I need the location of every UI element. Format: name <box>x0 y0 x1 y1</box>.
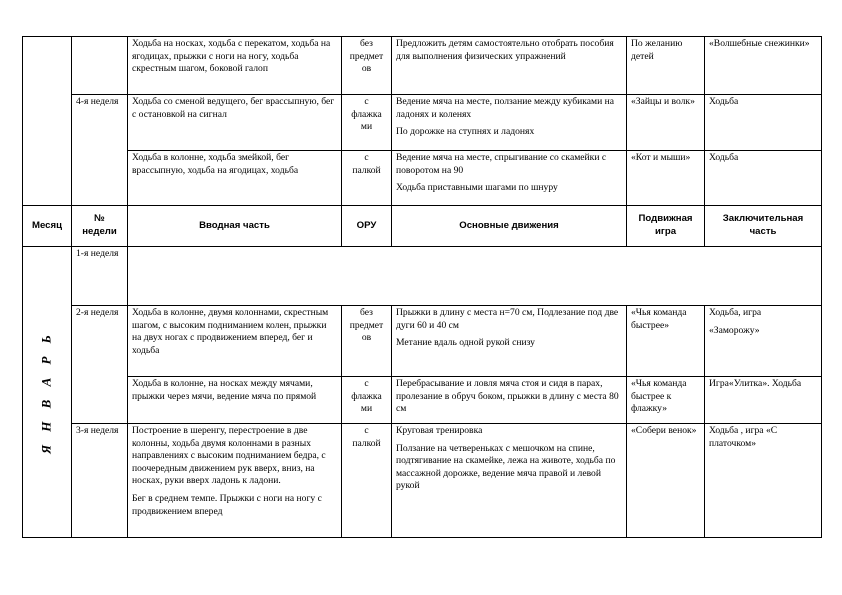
week-cell: 4-я неделя <box>72 95 128 206</box>
header-main: Основные движения <box>392 206 627 247</box>
intro-cell: Ходьба со сменой ведущего, бег врассыпную, бег с остановкой на сигнал <box>128 95 342 151</box>
movements-cell: Предложить детям самостоятельно отобрать пособия для выполнения физических упражнений <box>392 37 627 95</box>
game-cell: «Собери венок» <box>627 424 705 538</box>
week-cell-empty <box>72 37 128 95</box>
final-cell: Ходьба , игра «С платочком» <box>705 424 822 538</box>
week-cell: 3-я неделя <box>72 424 128 538</box>
intro-cell: Построение в шеренгу, перестроение в две колонны, ходьба двумя колоннами в разных направлениях с высоким подниманием бедра, с поочередным движением рук вверх, вниз, на носках, руки вверх ладонь к ладони. Бег в среднем темпе. Прыжки с ноги на ногу с продвижением вперед <box>128 424 342 538</box>
final-cell: Игра«Улитка». Ходьба <box>705 377 822 424</box>
table-row <box>23 151 822 206</box>
movements-cell: Ведение мяча на месте, ползание между кубиками на ладонях и коленях По дорожке на ступнях и ладонях <box>392 95 627 151</box>
oru-cell: с палкой <box>342 424 392 538</box>
month-cell-empty <box>23 37 72 206</box>
header-intro: Вводная часть <box>128 206 342 247</box>
header-final: Заключительная часть <box>705 206 822 247</box>
intro-cell: Ходьба в колонне, на носках между мячами, прыжки через мячи, ведение мяча по прямой <box>128 377 342 424</box>
header-oru: ОРУ <box>342 206 392 247</box>
table-row <box>23 424 822 538</box>
final-cell: «Волшебные снежинки» <box>705 37 822 95</box>
table-row <box>23 247 822 306</box>
plan-table <box>22 36 822 538</box>
header-month: Месяц <box>23 206 72 247</box>
movements-cell: Круговая тренировка Ползание на четвереньках с мешочком на спине, подтягивание на скамейке, лежа на животе, ходьба по массажной дорожке, ведение мяча правой и левой рукой <box>392 424 627 538</box>
final-cell: Ходьба <box>705 151 822 206</box>
oru-cell: с флажка ми <box>342 95 392 151</box>
movements-cell: Перебрасывание и ловля мяча стоя и сидя в парах, пролезание в обруч боком, прыжки в длину с места 80 см <box>392 377 627 424</box>
empty-week-content <box>128 247 822 306</box>
oru-cell: без предмет ов <box>342 306 392 377</box>
week-cell: 2-я неделя <box>72 306 128 424</box>
header-game: Подвижная игра <box>627 206 705 247</box>
month-name: Я Н В А Р Ь <box>38 330 54 454</box>
movements-cell: Ведение мяча на месте, спрыгивание со скамейки с поворотом на 90 Ходьба приставными шагами по шнуру <box>392 151 627 206</box>
intro-cell: Ходьба на носках, ходьба с перекатом, ходьба на ягодицах, прыжки с ноги на ногу, ходьба скрестным шагом, боковой галоп <box>128 37 342 95</box>
oru-cell: без предмет ов <box>342 37 392 95</box>
game-cell: «Кот и мыши» <box>627 151 705 206</box>
final-cell: Ходьба <box>705 95 822 151</box>
oru-cell: с флажка ми <box>342 377 392 424</box>
month-cell-january <box>23 247 72 538</box>
week-cell: 1-я неделя <box>72 247 128 306</box>
game-cell: По желанию детей <box>627 37 705 95</box>
table-header-row <box>23 206 822 247</box>
table-row <box>23 37 822 95</box>
intro-cell: Ходьба в колонне, двумя колоннами, скрестным шагом, с высоким подниманием колен, прыжки на двух ногах с продвижением вперед, бег и ходьба <box>128 306 342 377</box>
table-row <box>23 377 822 424</box>
table-row <box>23 95 822 151</box>
game-cell: «Чья команда быстрее» <box>627 306 705 377</box>
game-cell: «Зайцы и волк» <box>627 95 705 151</box>
oru-cell: с палкой <box>342 151 392 206</box>
game-cell: «Чья команда быстрее к флажку» <box>627 377 705 424</box>
movements-cell: Прыжки в длину с места н=70 см, Подлезание под две дуги 60 и 40 см Метание вдаль одной рукой снизу <box>392 306 627 377</box>
intro-cell: Ходьба в колонне, ходьба змейкой, бег врассыпную, ходьба на ягодицах, ходьба <box>128 151 342 206</box>
header-week: № недели <box>72 206 128 247</box>
table-row <box>23 306 822 377</box>
final-cell: Ходьба, игра «Заморожу» <box>705 306 822 377</box>
